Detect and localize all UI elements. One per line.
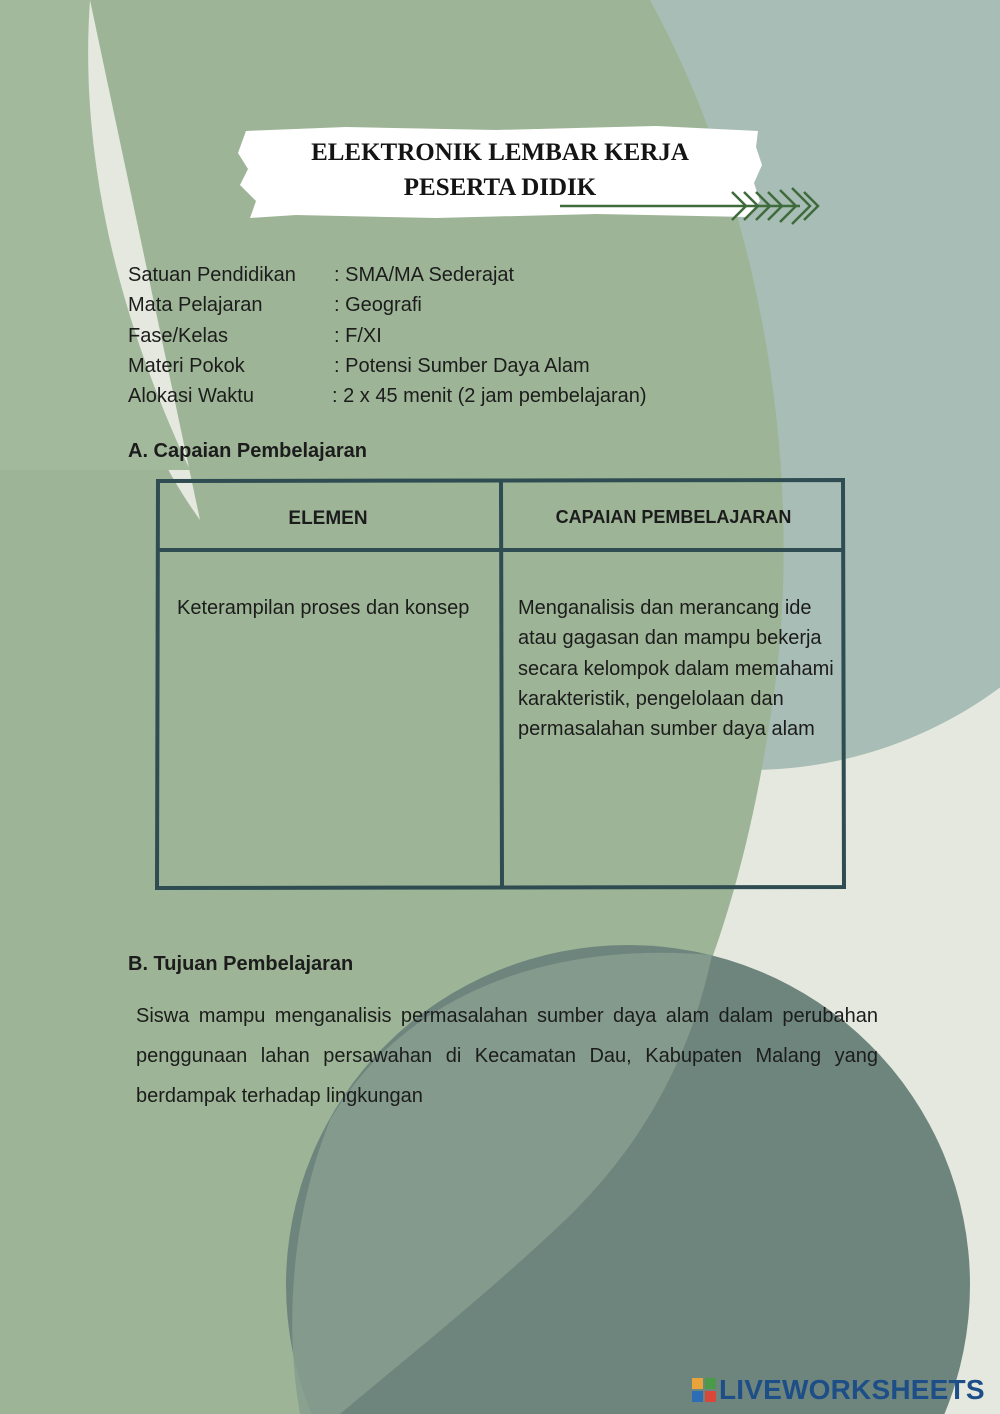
info-row-materi	[128, 351, 647, 381]
header-elemen: ELEMEN	[288, 508, 368, 529]
info-value: : F/XI	[334, 324, 382, 347]
title-line-2: PESERTA DIDIK	[403, 174, 597, 201]
title-line-1: ELEKTRONIK LEMBAR KERJA	[311, 139, 689, 166]
info-list	[128, 260, 647, 411]
header-capaian: CAPAIAN PEMBELAJARAN	[555, 507, 792, 527]
cell-elemen: Keterampilan proses dan konsep	[177, 597, 470, 619]
info-value: : Potensi Sumber Daya Alam	[334, 354, 590, 377]
info-label: Satuan Pendidikan	[128, 264, 296, 286]
info-row-alokasi	[128, 381, 647, 411]
info-row-mapel	[128, 290, 647, 320]
tujuan-paragraph: Siswa mampu menganalisis permasalahan sumber daya alam dalam perubahan penggunaan lahan persawahan di Kecamatan Dau, Kabupaten Malang yang berdampak terhadap lingkungan	[136, 1005, 878, 1108]
section-b-heading: B. Tujuan Pembelajaran	[128, 953, 354, 975]
info-label: Materi Pokok	[128, 354, 245, 377]
info-value: : 2 x 45 menit (2 jam pembelajaran)	[332, 385, 647, 408]
info-label: Alokasi Waktu	[128, 385, 254, 408]
capaian-table	[155, 478, 846, 890]
leaf-ornament-icon	[560, 184, 825, 229]
watermark-text: LIVEWORKSHEETS	[719, 1374, 985, 1405]
info-label: Mata Pelajaran	[128, 294, 263, 317]
liveworksheets-logo-icon	[691, 1377, 717, 1403]
info-row-satuan	[128, 260, 647, 290]
watermark	[691, 1372, 985, 1408]
info-row-fase	[128, 321, 647, 351]
info-value: : SMA/MA Sederajat	[334, 264, 515, 286]
section-a-heading: A. Capaian Pembelajaran	[128, 440, 367, 462]
info-label: Fase/Kelas	[128, 324, 229, 347]
cell-capaian: Menganalisis dan merancang ide atau gagasan dan mampu bekerja secara kelompok dalam memahami karakteristik, pengelolaan dan permasalahan sumber daya alam	[518, 597, 834, 741]
info-value: : Geografi	[334, 294, 422, 317]
